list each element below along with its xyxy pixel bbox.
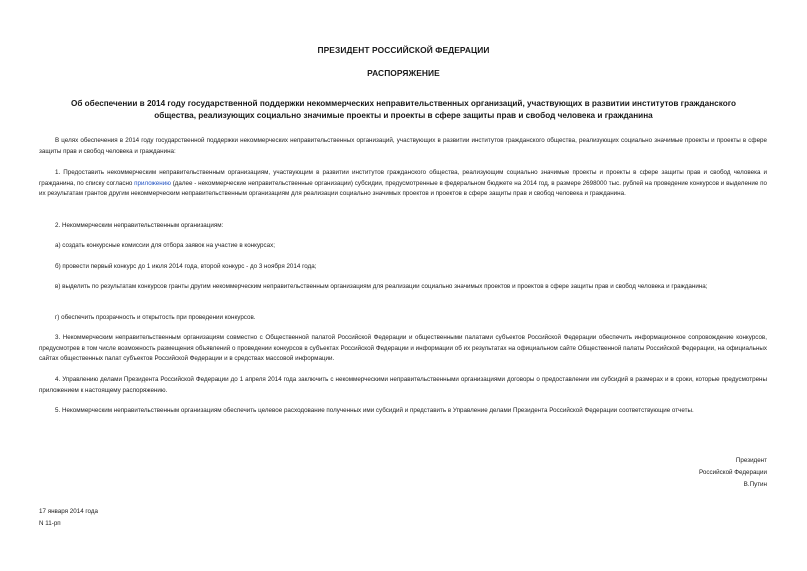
signature-block [699, 455, 767, 491]
item-2b-paragraph [39, 262, 767, 273]
document-number: N 11-рп [39, 520, 61, 527]
item-5-text: 5. Некоммерческим неправительственным организациям обеспечить целевое расходование полученных ими субсидий и представить в Управление делами Президента Российской Федерации соответствующие отчеты. [55, 407, 694, 414]
title-line-2: общества, реализующих социально значимые проекты и проекты в сфере защиты прав и свобод человека и гражданина [154, 110, 653, 120]
issuing-authority: ПРЕЗИДЕНТ РОССИЙСКОЙ ФЕДЕРАЦИИ [317, 45, 490, 55]
signature-position: Президент [735, 457, 767, 464]
preamble-paragraph [39, 136, 767, 157]
item-4-text: 4. Управлению делами Президента Российской Федерации до 1 апреля 2014 года заключить с некоммерческими неправительственными организациями договоры о предоставлении им субсидий в размерах и в сроки, которые предусмотрены приложением к настоящему распоряжению. [39, 376, 767, 394]
appendix-link[interactable]: приложению [134, 179, 171, 187]
item-1-text-end: (далее - некоммерческие неправительственные организации) субсидии, предусмотренные в федеральном бюджете на 2014 год, в размере 2698000 тыс. рублей на проведение конкурсов и выделение по их результатам грантов другим некоммерческим неправительственным организациям для реализации социально значимых проектов и проектов в сфере защиты прав и свобод человека и гражданина. [39, 179, 767, 197]
item-3-text: 3. Некоммерческим неправительственным организациям совместно с Общественной палатой Российской Федерации и общественными палатами субъектов Российской Федерации обеспечить информационное сопровождение конкурсов, предусмотрев в том числе возможность размещения объявлений о проведении конкурсов в субъектах Российской Федерации и информации об их результатах на официальном сайте Общественной палаты Российской Федерации, на официальных сайтах общественных палат субъектов Российской Федерации и в средствах массовой информации. [39, 334, 767, 362]
document-footer [39, 506, 98, 530]
title-line-1: Об обеспечении в 2014 году государственной поддержки некоммерческих неправительственных организаций, участвующих в развитии институтов гражданского [70, 99, 736, 108]
item-2a-paragraph [39, 241, 767, 252]
item-2b-text: б) провести первый конкурс до 1 июля 2014 года, второй конкурс - до 3 ноября 2014 года; [55, 263, 317, 270]
item-1-text-start: 1. Предоставить некоммерческим неправительственным организациям, участвующим в развитии институтов гражданского общества, реализующим социально значимые проекты и проекты в сфере защиты прав и свобод человека и гражданина, по списку согласно [39, 169, 767, 187]
item-2a-text: а) создать конкурсные комиссии для отбора заявок на участие в конкурсах; [55, 242, 275, 249]
document-title [36, 98, 771, 121]
item-1-paragraph [39, 168, 767, 200]
item-2c-text: в) выделить по результатам конкурсов гранты другим некоммерческим неправительственным организациям для реализации социально значимых проектов и проектов в сфере защиты прав и свобод человека и гражданина; [55, 283, 708, 290]
item-5-paragraph [39, 406, 767, 417]
item-4-paragraph [39, 375, 767, 396]
signature-name: В.Путин [743, 481, 767, 488]
preamble-text: В целях обеспечения в 2014 году государственной поддержки некоммерческих неправительственных организаций, участвующих в развитии институтов гражданского общества, реализующих социально значимые проекты и проекты в сфере защиты прав и свобод человека и гражданина: [39, 137, 767, 155]
item-2c-paragraph [39, 282, 767, 293]
item-2d-paragraph [39, 313, 767, 324]
signature-position-country: Российской Федерации [699, 469, 767, 476]
item-3-paragraph [39, 333, 767, 365]
item-2-paragraph [39, 221, 767, 232]
document-type: РАСПОРЯЖЕНИЕ [367, 68, 440, 78]
document-date: 17 января 2014 года [39, 508, 99, 515]
item-2d-text: г) обеспечить прозрачность и открытость при проведении конкурсов. [55, 314, 256, 321]
item-2-text: 2. Некоммерческим неправительственным организациям: [55, 222, 224, 229]
